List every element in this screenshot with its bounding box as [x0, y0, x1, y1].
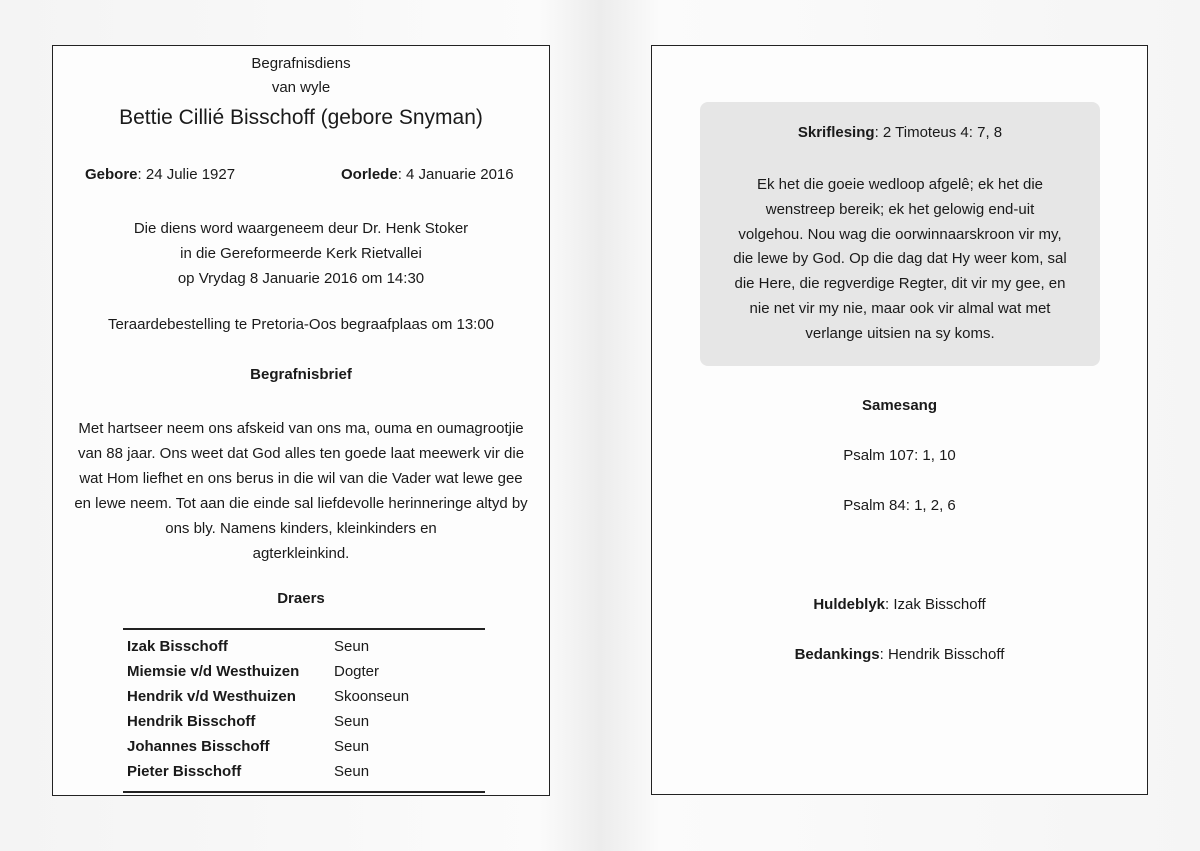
bearer-name: Pieter Bisschoff [127, 763, 242, 780]
bearer-relation: Seun [334, 713, 370, 730]
tribute [652, 596, 1147, 613]
bearers-title: Draers [277, 590, 325, 607]
interment-info: Teraardebestelling te Pretoria-Oos begraafplaas om 13:00 [107, 316, 495, 333]
bearer-name: Johannes Bisschoff [127, 738, 270, 755]
tribute-label: Huldeblyk [813, 596, 886, 613]
bearer-relation: Seun [334, 763, 370, 780]
letter-line: agterkleinkind. [252, 545, 350, 562]
bearer-name: Izak Bisschoff [127, 638, 228, 655]
scripture-line: die Here, die regverdige Regter, dit vir my gee, en [734, 275, 1066, 293]
letter-line: Met hartseer neem ons afskeid van ons ma, ouma en oumagrootjie [78, 420, 524, 437]
letter-title: Begrafnisbrief [250, 366, 352, 383]
scripture-box [700, 102, 1100, 366]
scripture-label: Skriflesing [797, 124, 875, 141]
died-value: : 4 Januarie 2016 [397, 166, 514, 183]
right-page [651, 45, 1148, 795]
psalm-item: Psalm 84: 1, 2, 6 [843, 497, 956, 514]
scripture-line: wenstreep bereik; ek het gelowig end-uit [765, 200, 1035, 218]
bearer-row [127, 734, 487, 759]
died-label: Oorlede [341, 166, 398, 183]
bearers-top-rule [123, 628, 485, 630]
bearer-relation: Skoonseun [334, 688, 410, 705]
bearers-bottom-rule [123, 791, 485, 793]
scripture-text [716, 173, 1084, 347]
bearer-row [127, 634, 487, 659]
died-date [341, 166, 514, 183]
born-date [85, 166, 235, 183]
bearer-name: Hendrik Bisschoff [127, 713, 256, 730]
bearer-relation: Seun [334, 738, 370, 755]
bearer-row [127, 659, 487, 684]
left-page [52, 45, 550, 796]
born-label: Gebore [85, 166, 138, 183]
service-details [53, 216, 549, 291]
thanks-value: : Hendrik Bisschoff [879, 646, 1005, 663]
scripture-reference: : 2 Timoteus 4: 7, 8 [874, 124, 1003, 141]
service-line: op Vrydag 8 Januarie 2016 om 14:30 [177, 270, 425, 287]
scripture-line: verlange uitsien na sy koms. [805, 324, 995, 342]
bearer-relation: Dogter [334, 663, 380, 680]
service-line: Die diens word waargeneem deur Dr. Henk Stoker [133, 220, 469, 237]
letter-line: en lewe neem. Tot aan die einde sal liefdevolle herinneringe altyd by [74, 495, 528, 512]
service-heading: Begrafnisdiens [251, 55, 351, 72]
deceased-name: Bettie Cillié Bisschoff (gebore Snyman) [119, 106, 483, 129]
tribute-value: : Izak Bisschoff [885, 596, 986, 613]
letter-body [61, 416, 541, 566]
thanks [652, 646, 1147, 663]
bearer-row [127, 709, 487, 734]
bearer-name: Hendrik v/d Westhuizen [127, 688, 296, 705]
born-value: : 24 Julie 1927 [137, 166, 236, 183]
letter-line: van 88 jaar. Ons weet dat God alles ten goede laat meewerk vir die [77, 445, 525, 462]
letter-line: wat Hom liefhet en ons berus in die wil van die Vader wat lewe gee [79, 470, 523, 487]
bearers-list [127, 634, 487, 784]
service-line: in die Gereformeerde Kerk Rietvallei [180, 245, 422, 262]
scripture-line: nie net vir my nie, maar ook vir almal wat met [749, 299, 1051, 317]
bearer-row [127, 759, 487, 784]
scripture-line: volgehou. Nou wag die oorwinnaarskroon vir my, [738, 225, 1062, 243]
letter-line: ons bly. Namens kinders, kleinkinders en [165, 520, 437, 537]
scripture-line: Ek het die goeie wedloop afgelê; ek het die [756, 176, 1044, 193]
singing-title: Samesang [861, 397, 938, 414]
psalm-item: Psalm 107: 1, 10 [843, 447, 956, 464]
scripture-line: die lewe by God. Op die dag dat Hy weer kom, sal [733, 250, 1067, 268]
thanks-label: Bedankings [794, 646, 880, 663]
service-subheading: van wyle [271, 79, 331, 96]
bearer-relation: Seun [334, 638, 370, 655]
scripture-title [700, 124, 1100, 141]
bearer-row [127, 684, 487, 709]
bearer-name: Miemsie v/d Westhuizen [127, 663, 300, 680]
